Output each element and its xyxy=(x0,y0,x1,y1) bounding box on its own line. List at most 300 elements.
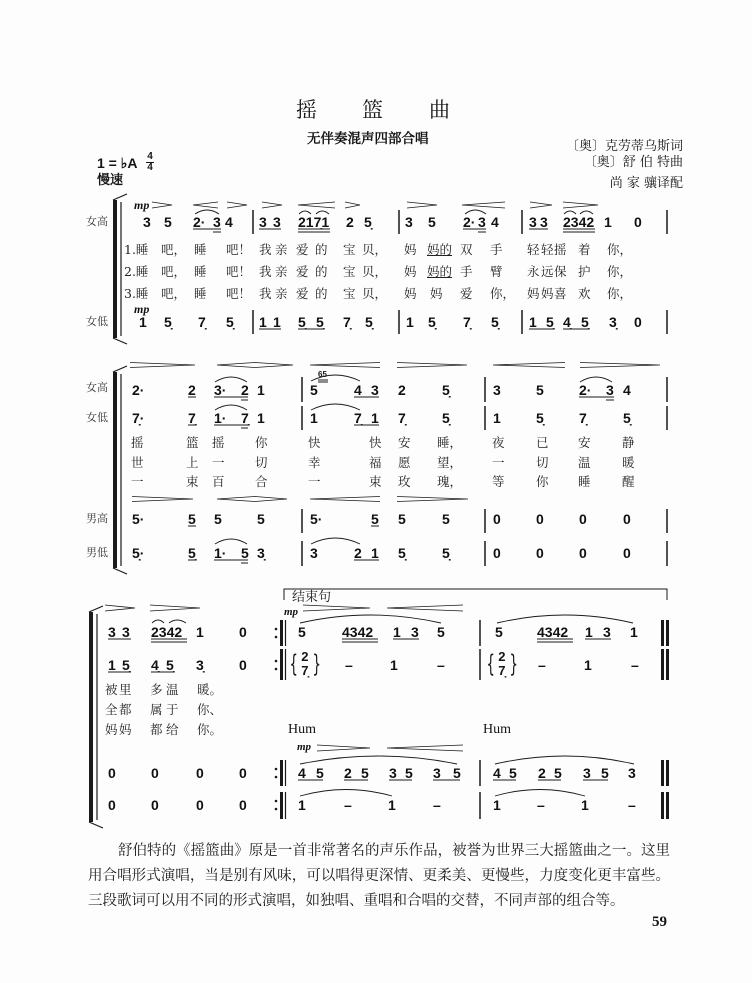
note: 2 xyxy=(346,214,354,230)
rest: 0 xyxy=(239,765,247,781)
note: 2 xyxy=(241,382,249,398)
lyric: 欢 xyxy=(578,286,591,301)
lyric: 温 xyxy=(166,682,179,697)
rest: 0 xyxy=(536,511,544,527)
lyric: 暖 xyxy=(622,455,635,470)
note: 7̣ xyxy=(198,314,206,330)
lyric: 妈 xyxy=(541,286,554,301)
rest: 0 xyxy=(239,657,247,673)
note: 4̣ xyxy=(151,657,159,673)
note: 2· xyxy=(463,214,476,230)
note: 5̣ xyxy=(536,410,544,426)
lyric: 我 xyxy=(259,264,272,279)
note: 1 xyxy=(257,410,265,426)
lyric: 多 xyxy=(150,682,163,697)
lyric: 妈 xyxy=(119,722,132,737)
title-char: 摇 xyxy=(296,98,317,122)
lyric: 切 xyxy=(255,455,268,470)
note: 3̣ xyxy=(196,657,204,673)
s3-lyrics-verse-2 xyxy=(0,702,752,718)
lyric: 属 xyxy=(150,702,163,717)
lyric: 一 xyxy=(131,474,144,489)
note: 5 xyxy=(298,624,306,640)
note: 1 xyxy=(273,314,281,330)
divisi-chord xyxy=(286,648,324,680)
lyric: 切 xyxy=(536,455,549,470)
lyric: 妈 xyxy=(404,286,417,301)
hold-dash: – xyxy=(631,657,639,673)
dynamic-mp: mp xyxy=(284,606,299,618)
lyric: 永 xyxy=(527,264,540,279)
tempo-marking: 慢速 xyxy=(97,173,124,188)
rest: 0 xyxy=(579,545,587,561)
lyric: 吧！ xyxy=(226,286,252,301)
lyric: 睡， xyxy=(437,435,463,450)
hold-dash: – xyxy=(345,657,353,673)
s3-tenor-staff xyxy=(0,765,752,781)
note: 5 xyxy=(241,545,249,561)
note: 5̣ xyxy=(581,314,589,330)
brace-open: { xyxy=(289,650,298,678)
voice-label-soprano: 女高 xyxy=(86,381,108,394)
lyric: 吧！ xyxy=(226,242,252,257)
lyric: 醒 xyxy=(622,474,635,489)
lyric: 妈 xyxy=(404,264,417,279)
note: 7̣ xyxy=(241,410,249,426)
s2-bass-staff xyxy=(0,545,752,561)
note: 1 xyxy=(259,314,267,330)
lyric: 摇 xyxy=(131,435,144,450)
lyric: 摇 xyxy=(554,242,567,257)
lyric: 里 xyxy=(119,682,132,697)
lyric: 束 xyxy=(186,474,199,489)
time-signature xyxy=(146,152,154,173)
note: 5̣ xyxy=(226,314,234,330)
rest: 0 xyxy=(634,314,642,330)
chord-stack xyxy=(301,650,308,678)
rest: 0 xyxy=(108,797,116,813)
time-denominator: 4 xyxy=(147,162,153,173)
note: 1 xyxy=(390,657,398,673)
hold-dash: – xyxy=(437,657,445,673)
note: 5· xyxy=(132,511,145,527)
note: 7̣ xyxy=(579,410,587,426)
lyric: 保 xyxy=(554,264,567,279)
s1-soprano-staff xyxy=(0,214,752,230)
note: 3 xyxy=(583,765,591,781)
note: 1· xyxy=(214,410,227,426)
commentary-line: 三段歌词可以用不同的形式演唱，如独唱、重唱和合唱的交替，不同声部的组合等。 xyxy=(88,893,625,909)
lyric: 护 xyxy=(578,264,591,279)
note: 3̣ xyxy=(609,314,617,330)
lyric: 2.睡 xyxy=(124,264,149,279)
lyric: 福 xyxy=(369,455,382,470)
lyric: 睡 xyxy=(194,242,207,257)
note: 5 xyxy=(554,765,562,781)
lyric: 手 xyxy=(460,264,473,279)
s3-bass-staff xyxy=(0,797,752,813)
note: 7̣ xyxy=(188,410,196,426)
lyric: 你 xyxy=(255,435,268,450)
lyric: 爱 xyxy=(296,242,309,257)
note: 3 xyxy=(143,214,151,230)
rest: 0 xyxy=(239,624,247,640)
note: 3 xyxy=(493,382,501,398)
rest: 0 xyxy=(623,545,631,561)
lyric: 都 xyxy=(150,722,163,737)
lyric: 你 xyxy=(536,474,549,489)
hum-syllable: Hum xyxy=(483,722,511,737)
lyric: 你， xyxy=(607,286,633,301)
lyric: 妈的 xyxy=(427,242,453,257)
lyric: 睡 xyxy=(194,286,207,301)
hold-dash: – xyxy=(537,797,545,813)
note: 5̣ xyxy=(428,314,436,330)
note: 5 xyxy=(371,511,379,527)
note: 1 xyxy=(257,382,265,398)
note: 4342 xyxy=(342,624,374,640)
s2-lyrics-verse-1 xyxy=(0,435,752,451)
lyric: 妈的 xyxy=(427,264,453,279)
lyric: 已 xyxy=(536,435,549,450)
s1-lyrics-verse-1 xyxy=(0,242,752,258)
note: 1 xyxy=(139,314,147,330)
lyric: 摇 xyxy=(212,435,225,450)
lyric: 上 xyxy=(186,455,199,470)
note: 1 xyxy=(371,545,379,561)
brace-open: { xyxy=(486,650,495,678)
lyric: 你、 xyxy=(197,702,223,717)
voice-label-alto: 女低 xyxy=(86,315,108,328)
note: 217̣1 xyxy=(298,214,330,230)
note: 5̣ xyxy=(546,314,554,330)
rest: 0 xyxy=(623,511,631,527)
note: 5· xyxy=(310,511,323,527)
rest: 0 xyxy=(579,511,587,527)
translator-credit: 尚 家 骧译配 xyxy=(609,176,683,191)
voice-label-tenor: 男高 xyxy=(86,512,108,525)
note: 5 xyxy=(310,382,318,398)
note: 3 xyxy=(628,765,636,781)
note: 3 xyxy=(273,214,281,230)
note: 5 xyxy=(188,511,196,527)
note: 5̣ xyxy=(398,545,406,561)
note: 5 xyxy=(428,214,436,230)
lyric: 温 xyxy=(578,455,591,470)
lyric: 一 xyxy=(308,474,321,489)
lyric: 的 xyxy=(315,264,328,279)
lyric: 安 xyxy=(398,435,411,450)
lyric: 吧， xyxy=(161,286,187,301)
note: 1 xyxy=(196,624,204,640)
note: 1 xyxy=(406,314,414,330)
lyric: 妈 xyxy=(404,242,417,257)
chord-top-note: 2 xyxy=(301,649,309,664)
note: 4 xyxy=(354,382,362,398)
lyric: 喜 xyxy=(554,286,567,301)
subtitle: 无伴奏混声四部合唱 xyxy=(307,131,429,147)
note: 2342 xyxy=(151,624,183,640)
chord-bottom-note: 7̣ xyxy=(301,663,309,678)
s3-alto-staff xyxy=(0,649,752,678)
note: 1 xyxy=(604,214,612,230)
note: 3 xyxy=(371,382,379,398)
note: 3 xyxy=(310,545,318,561)
lyric: 手 xyxy=(490,242,503,257)
note: 5 xyxy=(361,765,369,781)
chord-top-note: 2 xyxy=(498,649,506,664)
note: 5̣ xyxy=(442,545,450,561)
hum-syllable: Hum xyxy=(288,722,316,737)
rest: 0 xyxy=(493,511,501,527)
dynamic-mp: mp xyxy=(297,741,312,753)
note: 3 xyxy=(606,382,614,398)
note: 4342 xyxy=(537,624,569,640)
commentary-line: 用合唱形式演唱，当是别有风味，可以唱得更深情、更柔美、更慢些，力度变化更丰富些。 xyxy=(88,868,670,884)
time-numerator: 4 xyxy=(147,151,153,162)
lyricist-credit: 〔奥〕克劳蒂乌斯词 xyxy=(565,139,683,154)
lyric: 都 xyxy=(119,702,132,717)
lyric: 玫 xyxy=(398,474,411,489)
lyric: 着 xyxy=(578,242,591,257)
lyric: 睡 xyxy=(194,264,207,279)
s2-soprano-staff xyxy=(0,382,752,398)
final-barlines xyxy=(661,620,669,819)
note: 4 xyxy=(493,765,501,781)
note: 5̣ xyxy=(122,657,130,673)
lyric: 夜 xyxy=(492,435,505,450)
note: 5 xyxy=(398,511,406,527)
note: 3 xyxy=(108,624,116,640)
rest: 0 xyxy=(493,545,501,561)
lyric: 给 xyxy=(166,722,179,737)
key-signature: 1 = ♭A xyxy=(97,155,138,171)
lyric: 3.睡 xyxy=(124,286,149,301)
rest: 0 xyxy=(239,797,247,813)
lyric: 的 xyxy=(315,286,328,301)
s3-lyrics-verse-3 xyxy=(0,722,752,738)
lyric: 睡 xyxy=(578,474,591,489)
lyric: 贝， xyxy=(362,286,388,301)
lyric: 一 xyxy=(212,455,225,470)
lyric: 你， xyxy=(607,264,633,279)
s2-tenor-staff xyxy=(0,511,752,527)
lyric: 你。 xyxy=(197,722,223,737)
s2-lyrics-verse-2 xyxy=(0,455,752,471)
note: 3 xyxy=(478,214,486,230)
note: 5̣ xyxy=(364,214,372,230)
voice-label-bass: 男低 xyxy=(86,546,108,559)
note: 1· xyxy=(214,545,227,561)
note: 1 xyxy=(581,797,589,813)
lyric: 吧！ xyxy=(226,264,252,279)
note: 5 xyxy=(405,765,413,781)
lyric: 幸 xyxy=(308,455,321,470)
note: 1 xyxy=(310,410,318,426)
note: 2 xyxy=(398,382,406,398)
note: 1 xyxy=(393,624,401,640)
note: 3 xyxy=(540,214,548,230)
note: 3̣ xyxy=(257,545,265,561)
note: 3 xyxy=(389,765,397,781)
s2-alto-staff xyxy=(0,410,752,426)
note: 5̣ xyxy=(623,410,631,426)
lyric: 愿 xyxy=(398,455,411,470)
lyric: 贝， xyxy=(362,242,388,257)
note: 2· xyxy=(132,382,145,398)
lyric: 束 xyxy=(369,474,382,489)
lyric: 我 xyxy=(259,286,272,301)
note: 2342 xyxy=(563,214,595,230)
hold-dash: – xyxy=(538,657,546,673)
dynamic-mp: mp xyxy=(134,302,150,316)
hold-dash: – xyxy=(344,797,352,813)
chord-stack xyxy=(498,650,505,678)
lyric: 妈 xyxy=(430,286,443,301)
note: 2· xyxy=(193,214,206,230)
note: 5̣ xyxy=(365,314,373,330)
note: 2· xyxy=(579,382,592,398)
note: 5̣ xyxy=(316,314,324,330)
note: 4̣ xyxy=(563,314,571,330)
note: 5 xyxy=(214,511,222,527)
lyric: 贝， xyxy=(362,264,388,279)
lyric: 望， xyxy=(437,455,463,470)
note: 2 xyxy=(538,765,546,781)
note: 5 xyxy=(453,765,461,781)
ending-label: 结束句 xyxy=(292,590,332,605)
lyric: 爱 xyxy=(460,286,473,301)
lyric: 合 xyxy=(255,474,268,489)
lyric: 亲 xyxy=(275,242,288,257)
lyric: 宝 xyxy=(343,286,356,301)
lyric: 亲 xyxy=(275,286,288,301)
lyric: 1.睡 xyxy=(124,242,149,257)
s3-soprano-staff xyxy=(0,624,752,640)
note: 1 xyxy=(630,624,638,640)
grace-notes: 65 xyxy=(318,370,327,379)
lyric: 暖。 xyxy=(197,682,223,697)
note: 7̣ xyxy=(398,410,406,426)
note: 3 xyxy=(213,214,221,230)
brace-close: } xyxy=(508,650,518,678)
note: 1 xyxy=(298,797,306,813)
note: 1 xyxy=(108,657,116,673)
note: 5 xyxy=(442,511,450,527)
note: 5̣ xyxy=(166,657,174,673)
lyric: 亲 xyxy=(275,264,288,279)
rest: 0 xyxy=(151,765,159,781)
note: 5 xyxy=(437,624,445,640)
ending-bracket xyxy=(284,589,667,600)
repeat-barlines xyxy=(275,620,286,819)
note: 1 xyxy=(371,410,379,426)
note: 3 xyxy=(433,765,441,781)
s1-alto-staff xyxy=(0,314,752,330)
s1-lyrics-verse-2 xyxy=(0,264,752,280)
note: 3· xyxy=(214,382,227,398)
lyric: 妈 xyxy=(105,722,118,737)
lyric: 快 xyxy=(369,435,382,450)
note: 3 xyxy=(529,214,537,230)
lyric: 吧， xyxy=(161,264,187,279)
note: 1 xyxy=(493,797,501,813)
note: 5̣ xyxy=(491,314,499,330)
lyric: 宝 xyxy=(343,242,356,257)
lyric: 轻 xyxy=(541,242,554,257)
s3-lyrics-verse-1 xyxy=(0,682,752,698)
chord-bottom-note: 7̣ xyxy=(498,663,506,678)
note: 5̣ xyxy=(164,314,172,330)
rest: 0 xyxy=(108,765,116,781)
s1-lyrics-verse-3 xyxy=(0,286,752,302)
note: 5 xyxy=(257,511,265,527)
page-number: 59 xyxy=(652,914,667,930)
lyric: 我 xyxy=(259,242,272,257)
note: 5 xyxy=(164,214,172,230)
note: 5 xyxy=(495,624,503,640)
lyric: 静 xyxy=(622,435,635,450)
title-char: 曲 xyxy=(429,98,450,122)
note: 2 xyxy=(344,765,352,781)
note: 1 xyxy=(585,624,593,640)
rest: 0 xyxy=(196,797,204,813)
note: 3 xyxy=(122,624,130,640)
lyric: 瑰， xyxy=(437,474,463,489)
note: 5̣ xyxy=(442,382,450,398)
note: 2 xyxy=(188,382,196,398)
lyric: 快 xyxy=(308,435,321,450)
note: 7̣ xyxy=(354,410,362,426)
lyric: 的 xyxy=(315,242,328,257)
dynamic-mp: mp xyxy=(134,198,150,212)
note: 5̣ xyxy=(188,545,196,561)
s2-lyrics-verse-3 xyxy=(0,474,752,490)
lyric: 你， xyxy=(490,286,516,301)
lyric: 被 xyxy=(105,682,118,697)
note: 4 xyxy=(623,382,631,398)
note: 1 xyxy=(529,314,537,330)
hold-dash: – xyxy=(433,797,441,813)
note: 2 xyxy=(354,545,362,561)
note: 3 xyxy=(411,624,419,640)
note: 4 xyxy=(491,214,499,230)
lyric: 轻 xyxy=(527,242,540,257)
composer-credit: 〔奥〕舒 伯 特曲 xyxy=(583,155,683,170)
lyric: 爱 xyxy=(296,286,309,301)
lyric: 安 xyxy=(578,435,591,450)
note: 3 xyxy=(405,214,413,230)
lyric: 你， xyxy=(607,242,633,257)
voice-label-soprano: 女高 xyxy=(86,215,108,228)
rest: 0 xyxy=(151,797,159,813)
lyric: 世 xyxy=(131,455,144,470)
note: 5 xyxy=(601,765,609,781)
lyric: 吧， xyxy=(161,242,187,257)
note: 5̣ xyxy=(442,410,450,426)
note: 7̣ xyxy=(343,314,351,330)
lyric: 妈 xyxy=(527,286,540,301)
lyric: 等 xyxy=(492,474,505,489)
note: 1 xyxy=(584,657,592,673)
lyric: 全 xyxy=(105,702,118,717)
lyric: 双 xyxy=(460,242,473,257)
note: 7̣· xyxy=(132,410,145,426)
note: 5 xyxy=(316,765,324,781)
rest: 0 xyxy=(634,214,642,230)
divisi-chord xyxy=(483,648,521,680)
note: 1 xyxy=(388,797,396,813)
